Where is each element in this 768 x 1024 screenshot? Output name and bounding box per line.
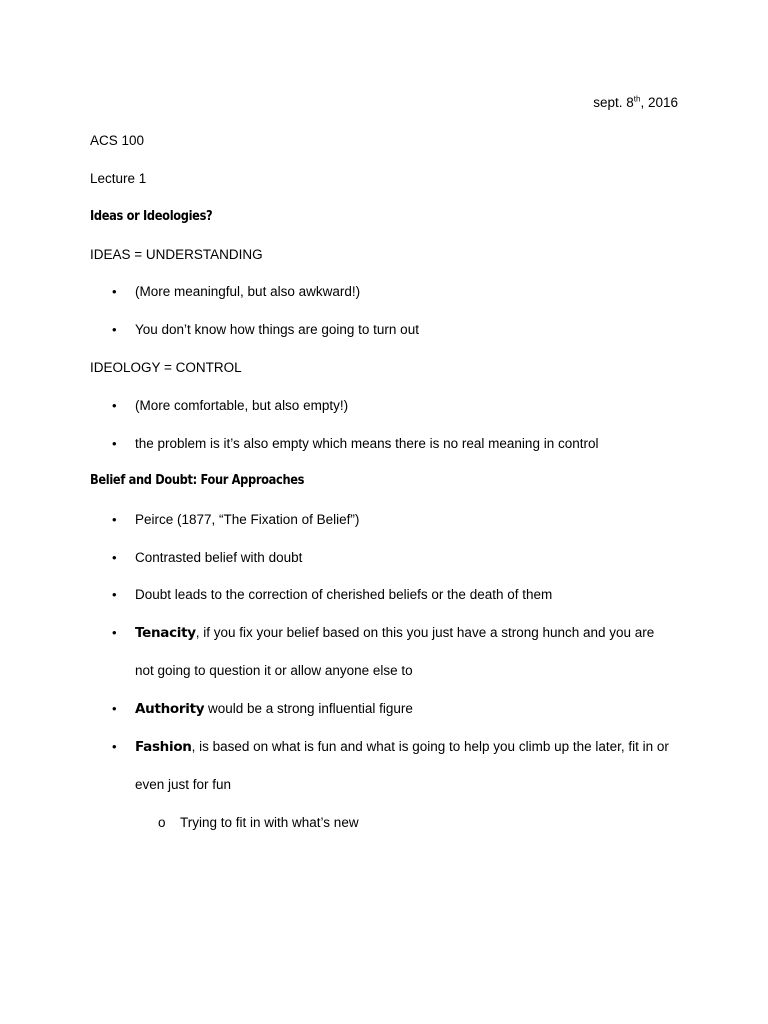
- course-code: ACS 100: [90, 133, 145, 148]
- term-tenacity: Tenacity: [135, 625, 196, 641]
- bullet-marker: •: [112, 512, 117, 527]
- list-item-text: Contrasted belief with doubt: [135, 550, 303, 565]
- section-heading-ideas: Ideas or Ideologies?: [90, 209, 213, 224]
- list-item-text: You don’t know how things are going to turn out: [135, 322, 419, 337]
- sub-bullet-marker: o: [158, 815, 166, 830]
- list-item-text: (More comfortable, but also empty!): [135, 398, 349, 413]
- list-item-text: [135, 700, 413, 718]
- term-fashion: Fashion: [135, 739, 192, 755]
- date-year: , 2016: [640, 95, 678, 110]
- bullet-marker: •: [112, 550, 117, 565]
- list-item-text: Doubt leads to the correction of cherished beliefs or the death of them: [135, 587, 553, 602]
- bullet-marker: •: [112, 739, 117, 754]
- list-item-text: the problem is it’s also empty which means there is no real meaning in control: [135, 436, 599, 451]
- list-item-continuation: even just for fun: [135, 777, 232, 792]
- bullet-marker: •: [112, 625, 117, 640]
- bullet-marker: •: [112, 322, 117, 337]
- lecture-title: Lecture 1: [90, 171, 147, 186]
- sub-list-item-text: Trying to fit in with what’s new: [180, 815, 359, 830]
- section-heading-belief-doubt: Belief and Doubt: Four Approaches: [90, 473, 305, 488]
- bullet-marker: •: [112, 284, 117, 299]
- ideology-definition: IDEOLOGY = CONTROL: [90, 360, 242, 375]
- term-description: , if you fix your belief based on this you just have a strong hunch and you are: [195, 625, 655, 640]
- bullet-marker: •: [112, 398, 117, 413]
- bullet-marker: •: [112, 701, 117, 716]
- bullet-marker: •: [112, 436, 117, 451]
- list-item-text: [135, 624, 654, 642]
- term-description: would be a strong influential figure: [204, 701, 413, 716]
- document-date: [593, 94, 678, 112]
- list-item-text: Peirce (1877, “The Fixation of Belief”): [135, 512, 360, 527]
- term-authority: Authority: [135, 701, 205, 717]
- ideas-definition: IDEAS = UNDERSTANDING: [90, 247, 263, 262]
- list-item-continuation: not going to question it or allow anyone else to: [135, 663, 413, 678]
- list-item-text: [135, 738, 669, 756]
- date-ordinal-suffix: th: [633, 94, 641, 104]
- term-description: , is based on what is fun and what is going to help you climb up the later, fit in or: [191, 739, 669, 754]
- bullet-marker: •: [112, 587, 117, 602]
- list-item-text: (More meaningful, but also awkward!): [135, 284, 361, 299]
- date-prefix: sept. 8: [593, 95, 634, 110]
